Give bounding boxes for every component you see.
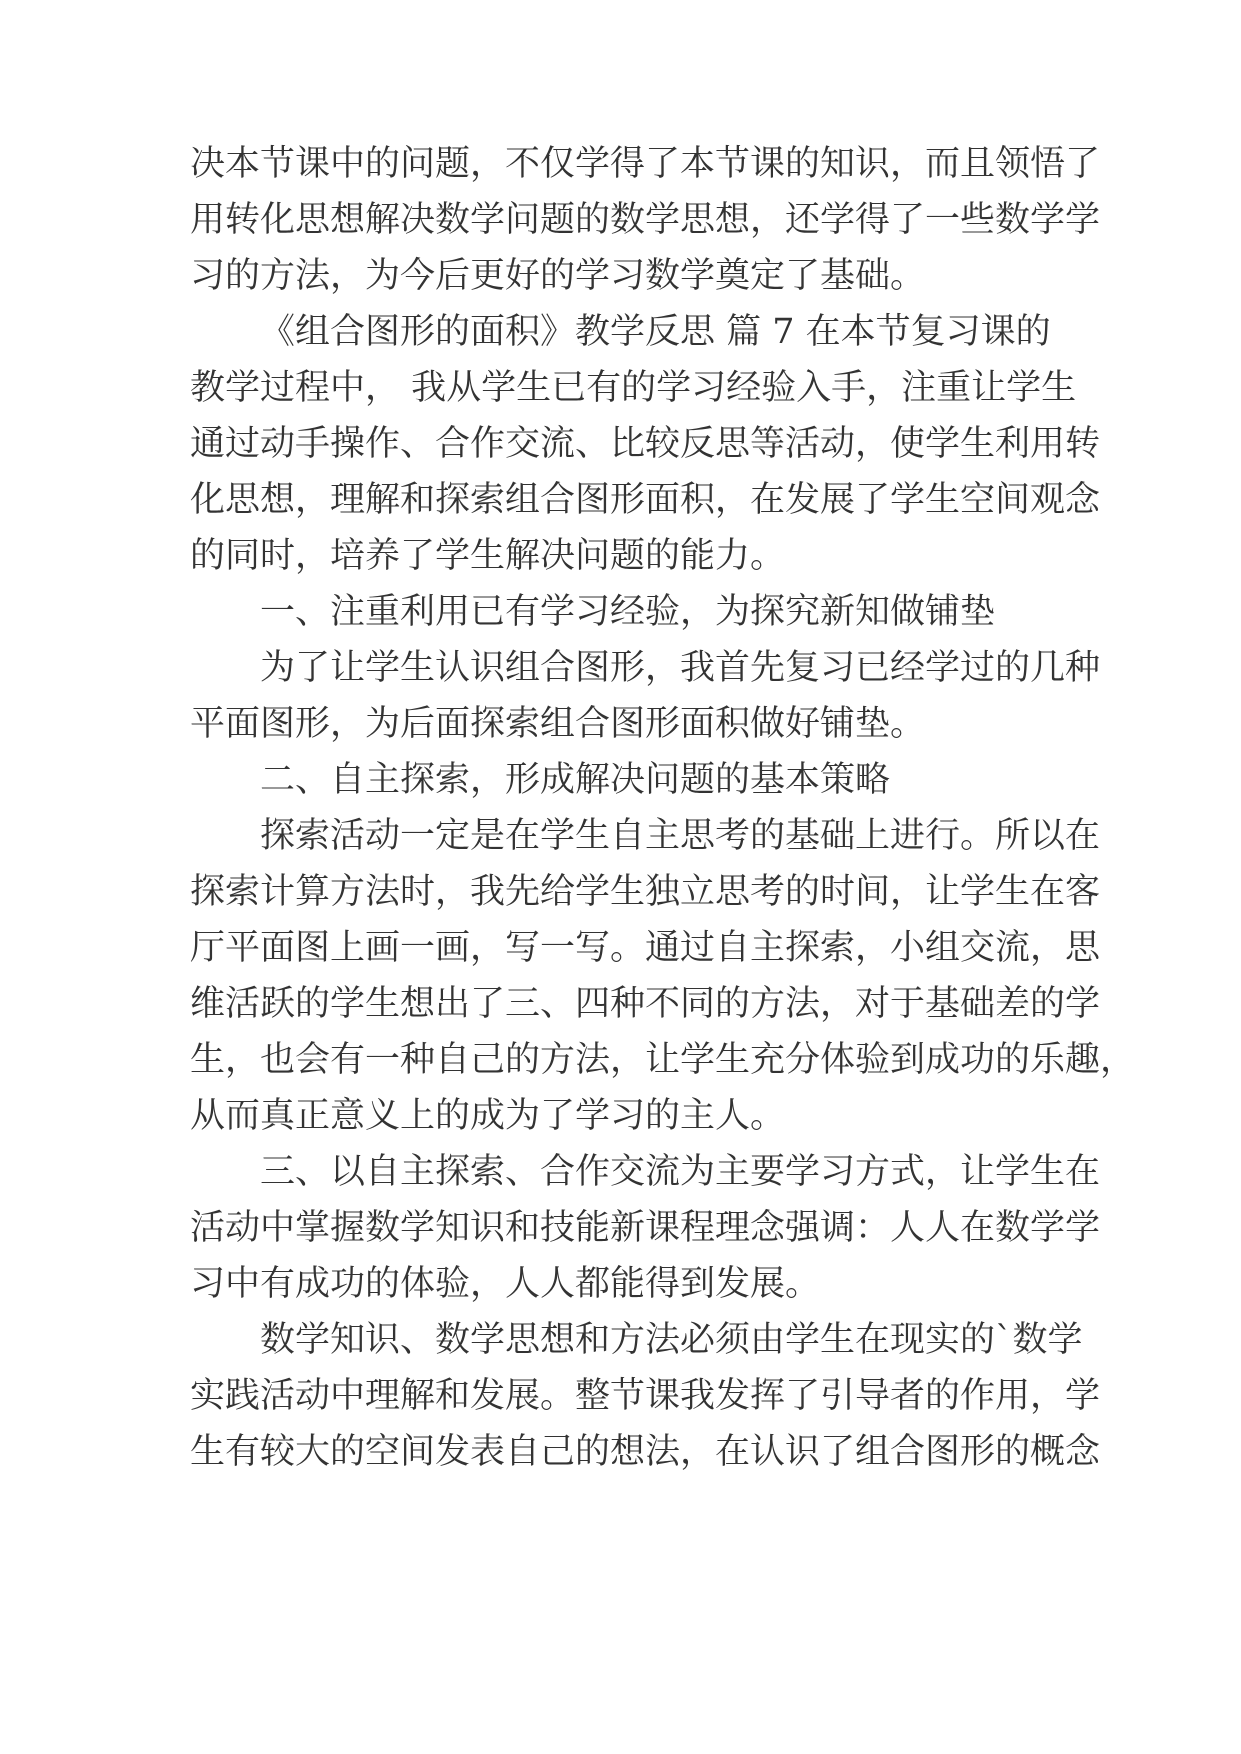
text-line: 维活跃的学生想出了三、四种不同的方法，对于基础差的学: [190, 984, 1101, 1024]
text-line: 为了让学生认识组合图形，我首先复习已经学过的几种: [260, 648, 1101, 688]
text-line: 用转化思想解决数学问题的数学思想，还学得了一些数学学: [190, 200, 1101, 240]
text-line: 通过动手操作、合作交流、比较反思等活动，使学生利用转: [190, 424, 1101, 464]
text-line: 从而真正意义上的成为了学习的主人。: [190, 1096, 786, 1136]
text-line: 教学过程中， 我从学生已有的学习经验入手，注重让学生: [190, 368, 1077, 408]
text-line: 生有较大的空间发表自己的想法，在认识了组合图形的概念: [190, 1432, 1101, 1472]
text-line: 生，也会有一种自己的方法，让学生充分体验到成功的乐趣，: [190, 1040, 1136, 1080]
text-line: 厅平面图上画一画，写一写。通过自主探索，小组交流，思: [190, 928, 1101, 968]
text-line: 数学知识、数学思想和方法必须由学生在现实的`数学: [260, 1320, 1083, 1360]
text-line: 活动中掌握数学知识和技能新课程理念强调：人人在数学学: [190, 1208, 1101, 1248]
text-line: 探索活动一定是在学生自主思考的基础上进行。所以在: [260, 816, 1101, 856]
section-heading: 三、以自主探索、合作交流为主要学习方式，让学生在: [260, 1152, 1101, 1192]
text-line: 平面图形，为后面探索组合图形面积做好铺垫。: [190, 704, 926, 744]
section-heading: 一、注重利用已有学习经验，为探究新知做铺垫: [260, 592, 996, 632]
section-heading: 二、自主探索，形成解决问题的基本策略: [260, 760, 891, 800]
text-line: 《组合图形的面积》教学反思 篇 7 在本节复习课的: [260, 312, 1051, 352]
text-line: 决本节课中的问题，不仅学得了本节课的知识，而且领悟了: [190, 144, 1101, 184]
text-line: 化思想，理解和探索组合图形面积，在发展了学生空间观念: [190, 480, 1101, 520]
text-line: 实践活动中理解和发展。整节课我发挥了引导者的作用，学: [190, 1376, 1101, 1416]
text-line: 习的方法，为今后更好的学习数学奠定了基础。: [190, 256, 926, 296]
text-line: 探索计算方法时，我先给学生独立思考的时间，让学生在客: [190, 872, 1101, 912]
text-line: 的同时，培养了学生解决问题的能力。: [190, 536, 786, 576]
text-line: 习中有成功的体验，人人都能得到发展。: [190, 1264, 821, 1304]
